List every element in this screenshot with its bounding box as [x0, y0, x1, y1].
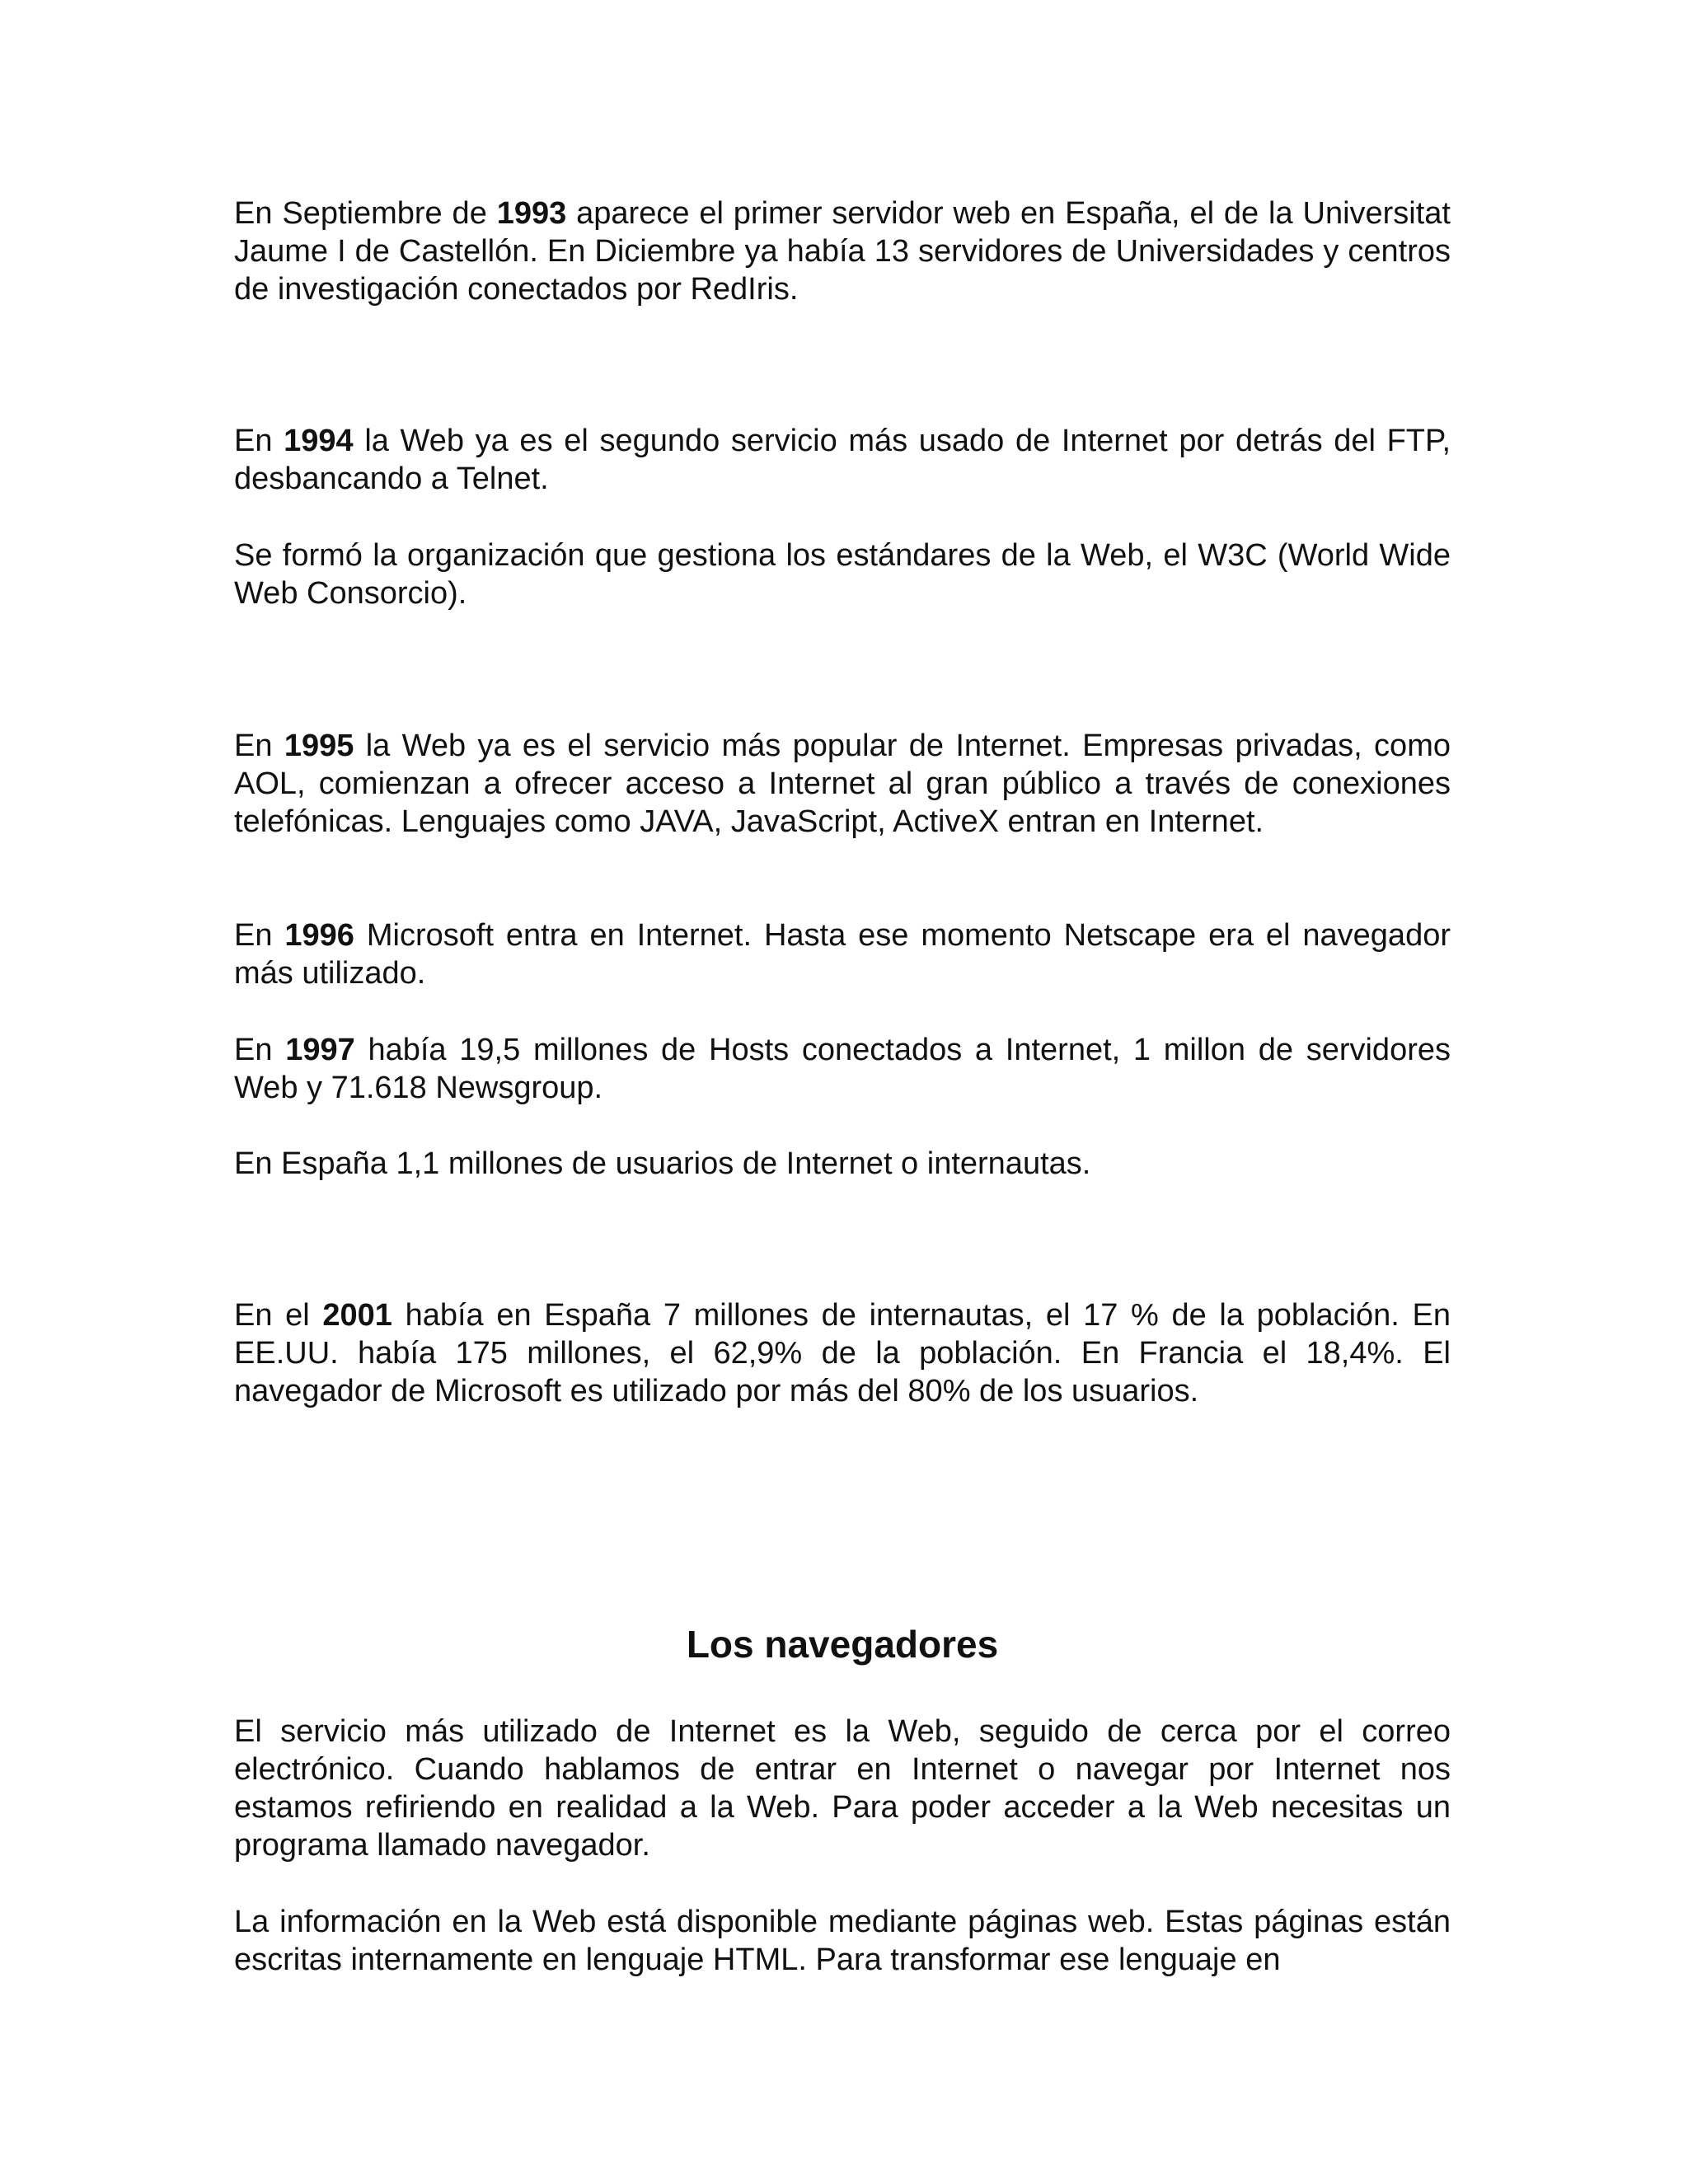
section-heading: Los navegadores — [686, 1623, 999, 1666]
paragraph-text: la Web ya es el segundo servicio más usado de Internet por detrás del FTP, desbancando a Telnet. — [234, 424, 1451, 496]
paragraph-text: En — [234, 1033, 286, 1067]
paragraph-1995 — [234, 727, 1451, 841]
paragraph-1993 — [234, 194, 1451, 308]
paragraph-text: En el — [234, 1298, 323, 1333]
paragraph-espana-usuarios — [234, 1145, 1451, 1183]
paragraph-text: En España 1,1 millones de usuarios de Internet o internautas. — [234, 1146, 1091, 1181]
paragraph-w3c — [234, 537, 1451, 612]
paragraph-1996 — [234, 916, 1451, 992]
paragraph-text: En — [234, 729, 284, 763]
year-2001: 2001 — [322, 1298, 392, 1333]
year-1996: 1996 — [284, 918, 354, 953]
year-1997: 1997 — [285, 1033, 355, 1067]
paragraph-text: había en España 7 millones de internautas, el 17 % de la población. En EE.UU. había 175 millones, el 62,9% de la población. En Francia el 18,4%. El navegador de Microsoft es utilizado por más del 80% de los usuarios. — [234, 1298, 1451, 1408]
paragraph-paginas-web: La información en la Web está disponible mediante páginas web. Estas páginas están escritas internamente en lenguaje HTML. Para transformar ese lenguaje en — [234, 1905, 1451, 1977]
paragraph-1994 — [234, 422, 1451, 498]
paragraph-text: Microsoft entra en Internet. Hasta ese momento Netscape era el navegador más utilizado. — [234, 918, 1451, 991]
paragraph-text: En — [234, 918, 285, 953]
paragraph-text: En Septiembre de — [234, 196, 497, 231]
year-1994: 1994 — [284, 424, 354, 458]
paragraph-text: había 19,5 millones de Hosts conectados a Internet, 1 millon de servidores Web y 71.618 Newsgroup. — [234, 1033, 1451, 1105]
paragraph-2001 — [234, 1296, 1451, 1410]
year-1995: 1995 — [284, 729, 354, 763]
paragraph-text: En — [234, 424, 284, 458]
paragraph-text: la Web ya es el servicio más popular de Internet. Empresas privadas, como AOL, comienzan a ofrecer acceso a Internet al gran público a través de conexiones telefónicas. Lenguajes como JAVA, JavaScript, ActiveX entran en Internet. — [234, 729, 1451, 839]
paragraph-servicio-web: El servicio más utilizado de Internet es la Web, seguido de cerca por el correo electrónico. Cuando hablamos de entrar en Internet o navegar por Internet nos estamos refiriendo en realidad a la Web. Para poder acceder a la Web necesitas un programa llamado navegador. — [234, 1714, 1451, 1863]
year-1993: 1993 — [496, 196, 567, 231]
paragraph-1997 — [234, 1031, 1451, 1107]
paragraph-text: Se formó la organización que gestiona los estándares de la Web, el W3C (World Wide Web Consorcio). — [234, 538, 1451, 611]
paragraph-text: aparece el primer servidor web en España, el de la Universitat Jaume I de Castellón. En Diciembre ya había 13 servidores de Universidades y centros de investigación conectados por RedIris. — [234, 196, 1451, 307]
